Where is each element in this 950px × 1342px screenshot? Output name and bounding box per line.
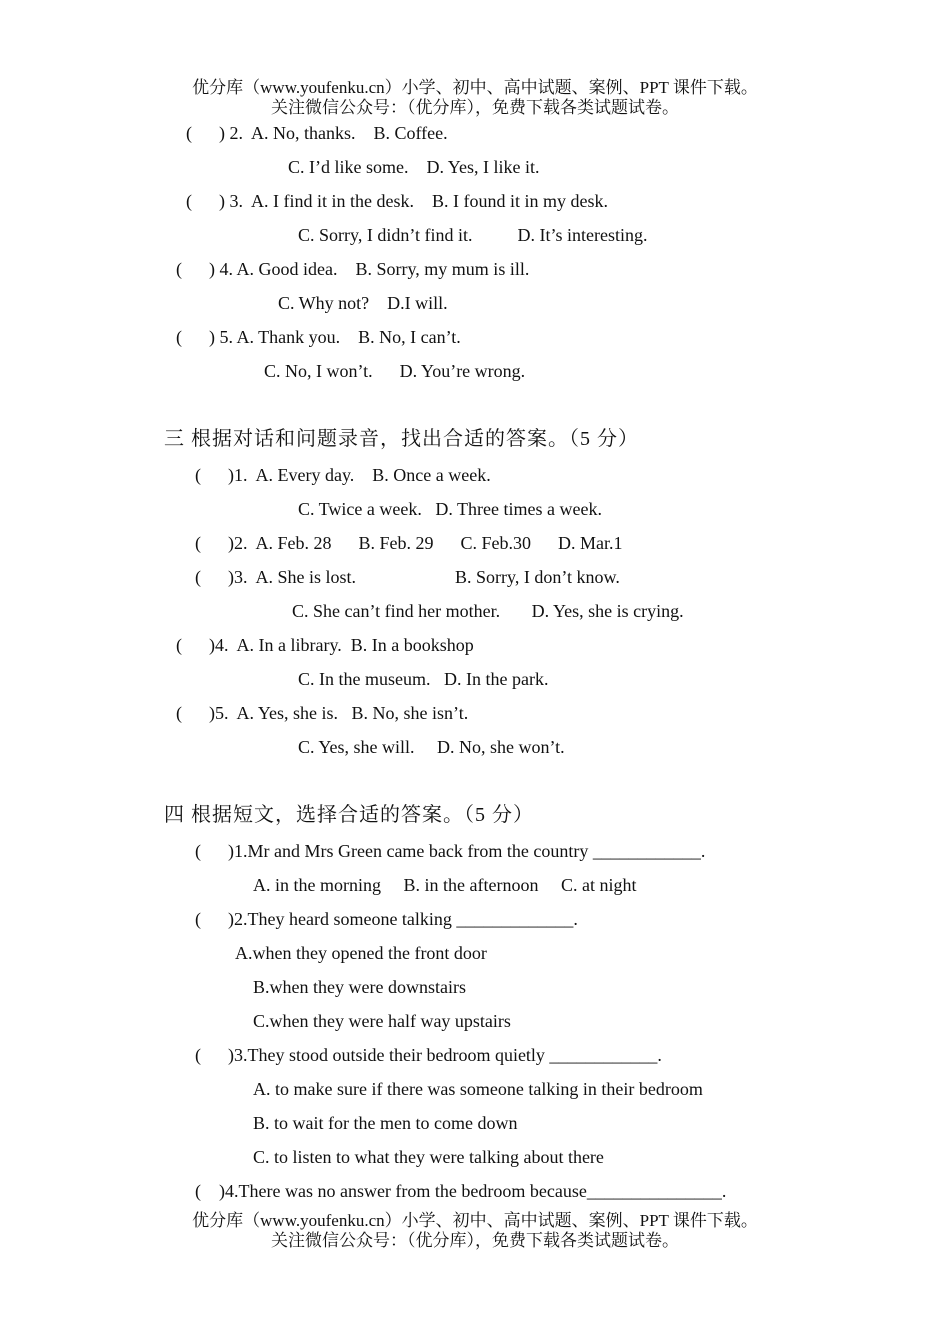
question-line: ( ) 5. A. Thank you. B. No, I can’t.: [176, 327, 461, 347]
question-line: ( ) 3. A. I find it in the desk. B. I found it in my desk.: [186, 191, 608, 211]
question-line: ( ) 2. A. No, thanks. B. Coffee.: [186, 123, 448, 143]
option-line: C. I’d like some. D. Yes, I like it.: [288, 157, 540, 177]
option-line: C. Why not? D.I will.: [278, 293, 448, 313]
header-line-1: 优分库（www.youfenku.cn）小学、初中、高中试题、案例、PPT 课件下载。: [192, 78, 758, 97]
option-line: A. in the morning B. in the afternoon C. at night: [253, 875, 637, 895]
footer-line-2: 关注微信公众号：（优分库），免费下载各类试题试卷。: [271, 1231, 679, 1250]
question-line: ( ) 4. A. Good idea. B. Sorry, my mum is ill.: [176, 259, 530, 279]
option-line: A.when they opened the front door: [235, 943, 487, 963]
option-line: C. to listen to what they were talking about there: [253, 1147, 604, 1167]
option-line: A. to make sure if there was someone talking in their bedroom: [253, 1079, 703, 1099]
option-line: C. Sorry, I didn’t find it. D. It’s interesting.: [298, 225, 648, 245]
option-line: C. No, I won’t. D. You’re wrong.: [264, 361, 526, 381]
option-line: C. Twice a week. D. Three times a week.: [298, 499, 602, 519]
question-line: ( )1. A. Every day. B. Once a week.: [195, 465, 491, 485]
question-line: ( )2. A. Feb. 28 B. Feb. 29 C. Feb.30 D. Mar.1: [195, 533, 623, 553]
section-title-3: 三 根据对话和问题录音，找出合适的答案。（5 分）: [164, 428, 639, 450]
section-title-4: 四 根据短文，选择合适的答案。（5 分）: [164, 804, 534, 826]
question-line: ( )4.There was no answer from the bedroom because_______________.: [195, 1181, 727, 1201]
option-line: C. She can’t find her mother. D. Yes, she is crying.: [292, 601, 684, 621]
question-line: ( )4. A. In a library. B. In a bookshop: [176, 635, 474, 655]
option-line: B. to wait for the men to come down: [253, 1113, 518, 1133]
question-line: ( )5. A. Yes, she is. B. No, she isn’t.: [176, 703, 469, 723]
question-line: ( )2.They heard someone talking _____________.: [195, 909, 578, 929]
footer-line-1: 优分库（www.youfenku.cn）小学、初中、高中试题、案例、PPT 课件下载。: [192, 1211, 758, 1230]
option-line: C. In the museum. D. In the park.: [298, 669, 549, 689]
question-line: ( )3. A. She is lost.: [195, 567, 357, 587]
option-line: B.when they were downstairs: [253, 977, 466, 997]
option-line: B. Sorry, I don’t know.: [455, 567, 620, 587]
option-line: C. Yes, she will. D. No, she won’t.: [298, 737, 565, 757]
question-line: ( )1.Mr and Mrs Green came back from the country ____________.: [195, 841, 706, 861]
option-line: C.when they were half way upstairs: [253, 1011, 511, 1031]
question-line: ( )3.They stood outside their bedroom quietly ____________.: [195, 1045, 662, 1065]
header-line-2: 关注微信公众号：（优分库），免费下载各类试题试卷。: [271, 98, 679, 117]
